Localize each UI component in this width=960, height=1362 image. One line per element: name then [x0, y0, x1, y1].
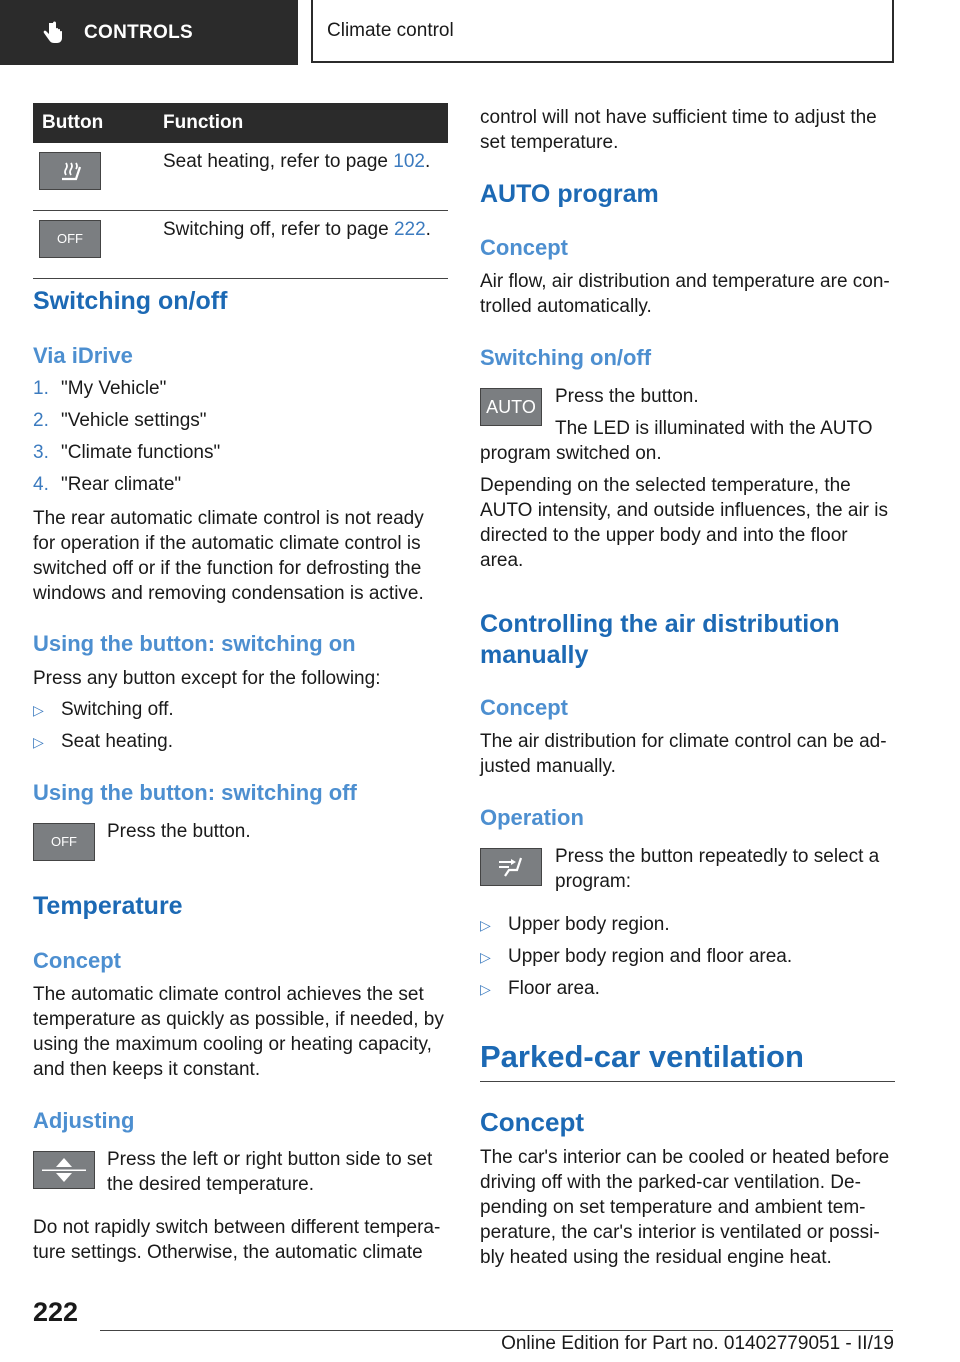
auto-depending-text: Depending on the selected temperature, the AUTO intensity, and outside influences, the air is directed to the upper body and into the floor area.	[480, 475, 889, 571]
auto-button-icon: AUTO	[480, 388, 542, 426]
list-item: 1. "My Vehicle"	[33, 378, 167, 399]
table-row: Seat heating, refer to page 102.	[33, 143, 448, 211]
auto-led-text: The LED is illuminated with the AUTO	[555, 418, 873, 439]
heading-concept: Concept	[480, 235, 568, 260]
idrive-steps	[33, 378, 448, 506]
heading-adjusting: Adjusting	[33, 1108, 135, 1133]
hand-touch-icon	[40, 20, 66, 46]
heading-button-on: Using the button: switching on	[33, 631, 356, 656]
seat-heating-icon	[40, 153, 100, 189]
temperature-concept-text: The automatic climate control achieves the set temperature as quickly as possible, if needed, by using the maximum cooling or heating capacity, and then keeps it constant.	[33, 984, 444, 1080]
section-tab	[0, 0, 298, 65]
heading-switching-auto: Switching on/off	[480, 345, 652, 370]
heading-auto-program: AUTO program	[480, 180, 659, 208]
heading-rule	[480, 1081, 895, 1082]
list-item: ▷ Floor area.	[480, 978, 600, 999]
heading-concept: Concept	[33, 948, 121, 973]
up-down-arrows-icon	[34, 1152, 94, 1188]
heading-button-off: Using the button: switching off	[33, 780, 357, 805]
adjusting-note: Do not rapidly switch between different tempera‐ ture settings. Otherwise, the automatic climate	[33, 1217, 441, 1263]
operation-list	[480, 914, 792, 1010]
heading-temperature: Temperature	[33, 892, 183, 920]
heading-concept: Concept	[480, 1107, 584, 1137]
page-number: 222	[33, 1297, 79, 1327]
air-distribution-concept-text: The air distribution for climate control can be ad‐ justed manually.	[480, 731, 887, 777]
list-item: 4. "Rear climate"	[33, 474, 182, 495]
heading-concept: Concept	[480, 695, 568, 720]
heading-via-idrive: Via iDrive	[33, 343, 133, 368]
button-off-text: Press the button.	[107, 821, 251, 842]
parked-car-concept-text: The car's interior can be cooled or heated before driving off with the parked-car ventilation. De‐ pending on set temperature and ambient tem‐ perature, the car's interior is ventilated or possi‐ bly heated using the residual engine heat.	[480, 1147, 890, 1268]
operation-text: Press the button repeatedly to select a program:	[555, 846, 880, 892]
auto-led-text-cont: program switched on.	[480, 443, 662, 464]
row-text: Switching off, refer to page	[163, 219, 394, 240]
button-on-list	[33, 699, 174, 763]
footer-rule	[100, 1330, 893, 1331]
heading-switching: Switching on/off	[33, 287, 228, 315]
table-row: OFF Switching off, refer to page 222.	[33, 211, 448, 279]
list-item: ▷ Upper body region and floor area.	[480, 946, 793, 967]
page-link[interactable]: 102	[393, 151, 425, 172]
page-link[interactable]: 222	[393, 219, 426, 240]
adjusting-text: Press the left or right button side to set the desired temperature.	[107, 1149, 433, 1195]
button-function-table	[33, 103, 448, 279]
list-item: ▷ Seat heating.	[33, 731, 173, 752]
edition-text: Online Edition for Part no. 01402779051 - II/19	[501, 1333, 894, 1354]
row-text: Seat heating, refer to page	[163, 151, 394, 172]
button-on-text: Press any button except for the following:	[33, 668, 381, 689]
col-header-function: Function	[163, 103, 448, 143]
continued-text: control will not have sufficient time to adjust the set temperature.	[480, 107, 877, 153]
seat-heating-button-icon	[39, 152, 101, 190]
air-distribution-icon	[481, 849, 541, 885]
heading-air-distribution: Controlling the air distribution manually	[480, 610, 840, 669]
list-item: 2. "Vehicle settings"	[33, 410, 207, 431]
off-button-icon: OFF	[39, 220, 101, 258]
off-button-icon: OFF	[33, 823, 95, 861]
col-header-button: Button	[33, 103, 163, 143]
auto-concept-text: Air flow, air distribution and temperature are con‐ trolled automatically.	[480, 271, 890, 317]
air-distribution-button-icon	[480, 848, 542, 886]
heading-parked-car-ventilation: Parked-car ventilation	[480, 1039, 804, 1074]
rear-climate-note: The rear automatic climate control is not ready for operation if the automatic climate control is switched off or if the function for defrosting the windows and removing condensation is active.	[33, 508, 424, 604]
chapter-label: Climate control	[327, 19, 454, 41]
list-item: ▷ Upper body region.	[480, 914, 670, 935]
list-item: ▷ Switching off.	[33, 699, 174, 720]
section-label: CONTROLS	[84, 21, 194, 43]
chapter-header	[311, 0, 894, 63]
temperature-rocker-button-icon	[33, 1151, 95, 1189]
list-item: 3. "Climate functions"	[33, 442, 221, 463]
auto-press-text: Press the button.	[555, 386, 699, 407]
heading-operation: Operation	[480, 805, 584, 830]
